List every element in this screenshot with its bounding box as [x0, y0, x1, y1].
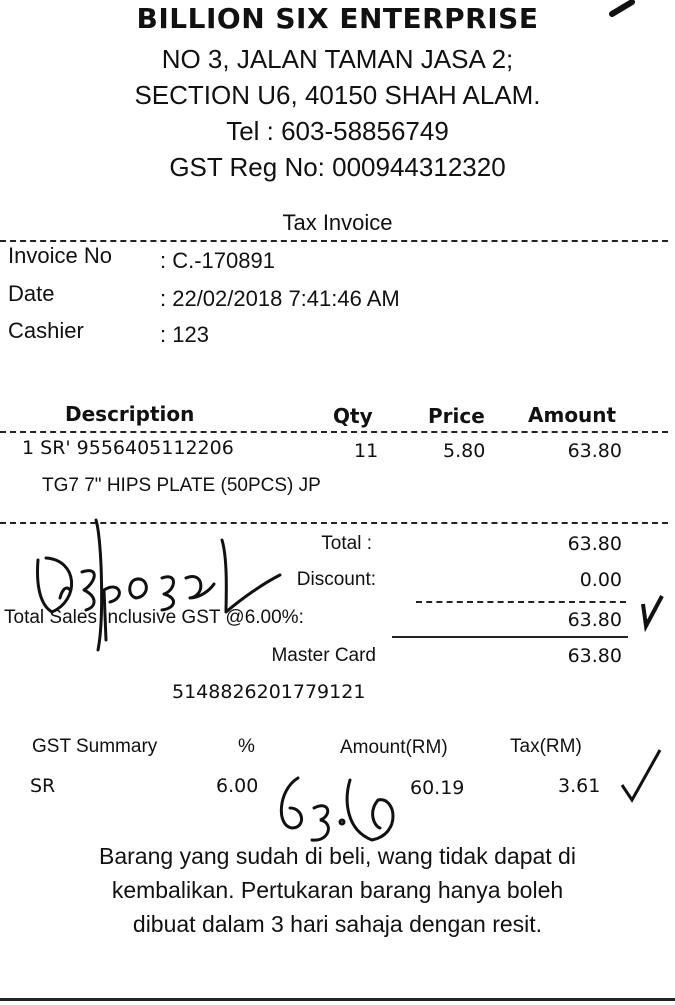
- telephone: Tel : 603-58856749: [226, 116, 449, 146]
- check-mark: [622, 750, 660, 800]
- item-description: TG7 7" HIPS PLATE (50PCS) JP: [42, 475, 321, 496]
- gst-amount: 60.19: [410, 777, 465, 799]
- disposal-scribble: [38, 520, 280, 650]
- item-amount: 63.80: [567, 440, 622, 462]
- footer-line-2: kembalikan. Pertukaran barang hanya boleh: [111, 877, 564, 903]
- gst-percent: 6.00: [216, 775, 259, 797]
- discount-value: 0.00: [579, 569, 622, 591]
- card-number: 5148826201779121: [172, 681, 366, 703]
- date-label: Date: [8, 281, 55, 306]
- total-label: Total :: [321, 533, 372, 554]
- handwritten-amount: [281, 778, 393, 840]
- date-value: : 22/02/2018 7:41:46 AM: [160, 286, 400, 311]
- col-price: Price: [428, 404, 485, 428]
- gst-col-percent: %: [238, 736, 255, 757]
- gst-code: SR: [30, 775, 56, 797]
- cashier-label: Cashier: [8, 318, 84, 343]
- cashier-value: : 123: [160, 322, 209, 347]
- col-amount: Amount: [528, 403, 617, 427]
- sales-gst-value: 63.80: [567, 609, 622, 631]
- item-price: 5.80: [443, 440, 486, 462]
- gst-summary-title: GST Summary: [32, 736, 158, 757]
- address-line-1: NO 3, JALAN TAMAN JASA 2;: [161, 44, 514, 74]
- pen-mark: [612, 2, 632, 14]
- sales-gst-label: Total Sales Inclusive GST @6.00%:: [4, 607, 304, 628]
- col-description: Description: [65, 402, 195, 426]
- gst-col-tax: Tax(RM): [510, 736, 582, 757]
- company-name: BILLION SIX ENTERPRISE: [136, 2, 539, 35]
- col-qty: Qty: [333, 404, 373, 428]
- payment-method: Master Card: [271, 645, 376, 666]
- gst-col-amount: Amount(RM): [340, 737, 448, 758]
- item-line: 1 SR' 9556405112206: [22, 437, 234, 459]
- payment-amount: 63.80: [567, 645, 622, 667]
- document-type: Tax Invoice: [282, 210, 393, 235]
- check-mark: [643, 596, 662, 626]
- address-line-2: SECTION U6, 40150 SHAH ALAM.: [134, 80, 541, 110]
- gst-tax: 3.61: [558, 775, 601, 797]
- total-value: 63.80: [567, 533, 622, 555]
- invoice-label: Invoice No: [8, 243, 112, 268]
- item-qty: 11: [354, 440, 379, 462]
- gst-reg-number: GST Reg No: 000944312320: [169, 152, 506, 182]
- invoice-value: : C.-170891: [160, 248, 275, 273]
- footer-line-3: dibuat dalam 3 hari sahaja dengan resit.: [132, 911, 543, 937]
- footer-line-1: Barang yang sudah di beli, wang tidak dapat di: [99, 843, 576, 869]
- discount-label: Discount:: [296, 569, 376, 590]
